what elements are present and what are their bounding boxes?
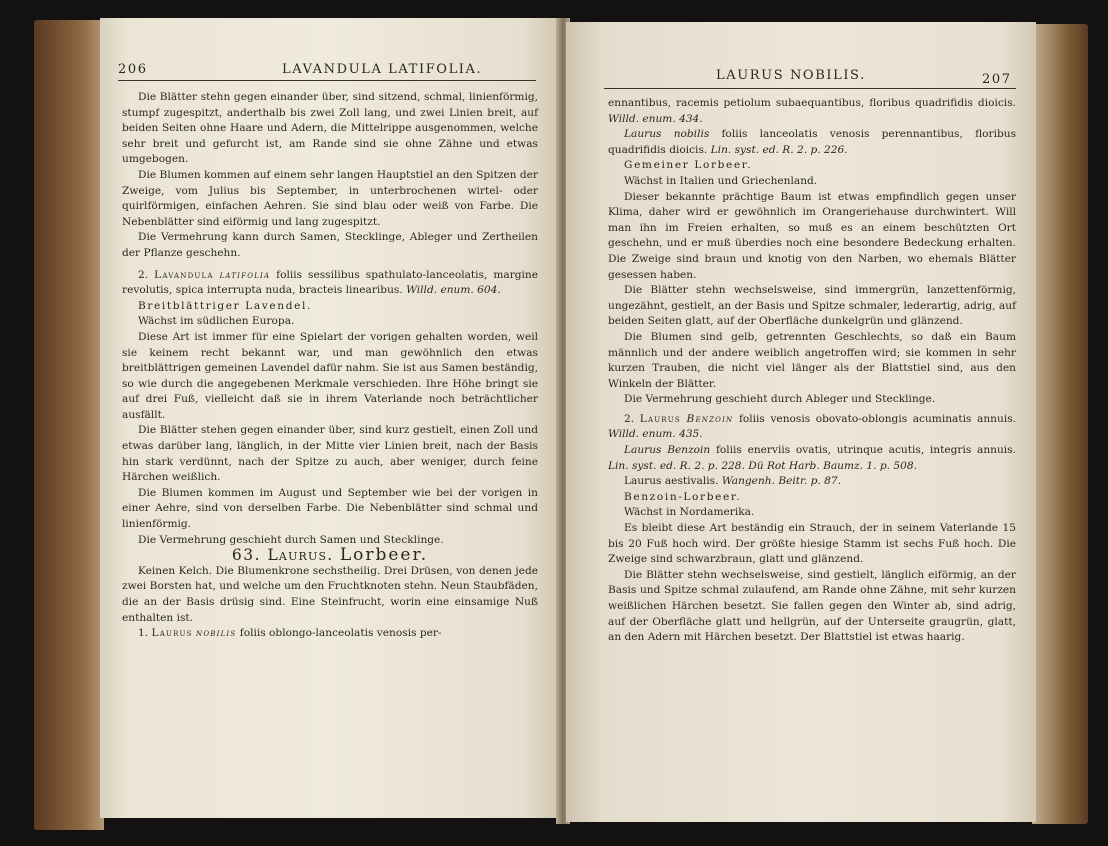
citation: Lin. syst. ed. R. 2. p. 228. Dü Rot Harb. Baumz. 1. p. 508. — [608, 459, 917, 472]
diagnosis: foliis oblongo-lanceolatis venosis per- — [239, 627, 442, 640]
paragraph: Die Blätter stehn gegen einander über, sind sitzend, schmal, linienförmig, stumpf zugespitzt, anderthalb bis zwei Zoll lang, und zwei Linien breit, auf beiden Seiten ohne Haare und Adern, die Mittelrippe ausgenommen, welche sehr breit und gefurcht ist, am Rande sind sie ohne Zähne und etwas umgebogen. — [122, 91, 538, 166]
paragraph: Die Blätter stehen gegen einander über, sind kurz gestielt, einen Zoll und etwas darüber lang, länglich, in der Mitte vier Linien breit, nach der Basis hin stark verdünnt, nach der Spitze zu auch, aber weniger, durch feine Härchen weißlich. — [122, 424, 538, 484]
synonym — [608, 474, 1016, 490]
paragraph: Die Blätter stehn wechselsweise, sind immergrün, lanzettenförmig, ungezähnt, gestielt, an der Basis und Spitze schmaler, lederartig, adrig, auf beiden Seiten glatt, auf der Oberfläche dunkelgrün und glänzend. — [608, 284, 1016, 328]
paragraph: Dieser bekannte prächtige Baum ist etwas empfindlich gegen unser Klima, daher wird er gewöhnlich im Orangeriehause durchwintert. Will man ihn im Freien erhalten, so muß es an einem beschützten Ort geschehn, und er muß überdies noch eine besondere Bedeckung erhalten. Die Zweige sind braun und knotig von den Narben, wo ehemals Blätter gesessen haben. — [608, 190, 1016, 281]
paragraph: Die Vermehrung geschieht durch Samen und Stecklinge. — [138, 533, 444, 546]
common-name: Gemeiner Lorbeer. — [624, 159, 753, 172]
paragraph: Die Blumen kommen auf einem sehr langen Hauptstiel an den Spitzen der Zweige, vom Julius bis September, in unterbrochenen wirtel- oder quirlförmigen, einfachen Aehren. Sie sind blau oder weiß von Farbe. Die Nebenblätter sind eiförmig und lang zugespitzt. — [122, 168, 538, 228]
right-page-text — [608, 96, 1016, 646]
common-name: Benzoin-Lorbeer. — [624, 490, 742, 503]
genus-name: Laurus — [151, 627, 193, 640]
left-page — [100, 18, 560, 818]
diagnosis: ennantibus, racemis petiolum subaequantibus, floribus quadrifidis dioicis. — [608, 97, 1016, 109]
paragraph: Die Blätter stehn wechselsweise, sind gestielt, länglich eiförmig, an der Basis und Spitze schmal zulaufend, am Rande ohne Zähne, mit sehr kurzen weißlichen Härchen besetzt. Sie fallen gegen den Winter ab, sind adrig, auf der Oberfläche glatt und hellgrün, auf der Unterseite graugrün, glatt, an den Adern mit Härchen besetzt. Der Blattstiel ist etwas haarig. — [608, 568, 1016, 644]
species-number: 2. — [138, 268, 149, 281]
section-genus: Laurus. — [267, 546, 334, 565]
book-cover-left — [34, 20, 104, 830]
section-heading — [122, 545, 538, 566]
right-page — [566, 22, 1036, 822]
right-head-rule — [604, 88, 1016, 89]
habitat: Wächst in Italien und Griechenland. — [624, 174, 818, 187]
book-cover-right — [1032, 24, 1088, 824]
synonym-name: Laurus aestivalis. — [624, 475, 719, 488]
species-number: 2. — [624, 412, 635, 425]
diagnosis: foliis lanceolatis venosis perennantibus, floribus quadrifidis dioicis. — [608, 128, 1017, 156]
species-entry — [122, 268, 538, 299]
synonym-name: Laurus Benzoin — [624, 444, 711, 457]
species-number: 1. — [138, 627, 149, 640]
synonym — [608, 443, 1016, 474]
paragraph: Keinen Kelch. Die Blumenkrone sechstheilig. Drei Drüsen, von denen jede zwei Borsten hat, und welche um den Fruchtknoten stehn. Neun Staubfäden, die an der Basis drüsig sind. Eine Steinfrucht, worin eine einsamige Nuß enthalten ist. — [122, 564, 538, 624]
left-page-number: 206 — [118, 62, 148, 77]
species-entry — [122, 626, 538, 642]
habitat: Wächst im südlichen Europa. — [138, 315, 295, 328]
genus-name: Lavandula — [154, 268, 214, 281]
habitat: Wächst in Nordamerika. — [624, 506, 755, 519]
synonym-name: Laurus nobilis — [624, 128, 710, 141]
paragraph: Es bleibt diese Art beständig ein Strauch, der in seinem Vaterlande 15 bis 20 Fuß hoch wird. Der größte hiesige Stamm ist sechs Fuß hoch. Die Zweige sind schwarzbraun, glatt und glänzend. — [608, 522, 1016, 566]
section-number: 63. — [231, 546, 261, 565]
paragraph: Die Blumen sind gelb, getrennten Geschlechts, so daß ein Baum männlich und der andere weiblich angetroffen wird; sie kommen in sehr kurzen Trauben, die nicht viel länger als der Blattstiel sind, aus den Winkeln der Blätter. — [608, 330, 1016, 390]
diagnosis: foliis enerviis ovatis, utrinque acutis, integris annuis. — [715, 444, 1016, 457]
paragraph: Die Blumen kommen im August und September wie bei der vorigen in einer Aehre, sind von derselben Farbe. Die Nebenblätter sind schmal und linienförmig. — [122, 486, 538, 531]
citation: Lin. syst. ed. R. 2. p. 226. — [710, 143, 848, 156]
citation: Willd. enum. 604. — [406, 284, 501, 297]
paragraph: Die Vermehrung kann durch Samen, Stecklinge, Ableger und Zertheilen der Pflanze geschehn. — [122, 231, 538, 259]
section-common-name: Lorbeer. — [339, 545, 429, 566]
species-name: nobilis — [196, 627, 237, 640]
diagnosis: foliis sessilibus spathulato-lanceolatis, margine revolutis, spica interrupta nuda, bracteis linearibus. — [122, 268, 539, 297]
right-page-number: 207 — [982, 72, 1012, 87]
paragraph — [608, 96, 1016, 127]
species-name: Benzoin — [686, 412, 734, 425]
citation: Willd. enum. 435. — [608, 428, 703, 441]
genus-name: Laurus — [639, 412, 681, 425]
common-name: Breitblättriger Lavendel. — [138, 299, 312, 312]
right-running-head: LAURUS NOBILIS. — [716, 68, 866, 83]
left-head-rule — [118, 80, 536, 81]
species-name: latifolia — [219, 268, 271, 281]
left-page-text — [122, 90, 538, 642]
diagnosis: foliis venosis obovato-oblongis acuminatis annuis. — [738, 412, 1017, 425]
citation: Willd. enum. 434. — [608, 112, 703, 125]
paragraph: Die Vermehrung geschieht durch Ableger und Stecklinge. — [624, 393, 936, 406]
synonym — [608, 127, 1016, 158]
paragraph: Diese Art ist immer für eine Spielart der vorigen gehalten worden, weil sie keinem recht bekannt war, und man gewöhnlich den etwas breitblättrigen gemeinen Lavendel dafür nahm. Sie ist aus Samen beständig, so wie durch die angegebenen Merkmale verschieden. Ihre Höhe bringt sie auf drei Fuß, vielleicht daß sie in ihrem Vaterlande noch beträchtlicher ausfällt. — [122, 330, 538, 421]
citation: Wangenh. Beitr. p. 87. — [721, 475, 842, 488]
left-running-head: LAVANDULA LATIFOLIA. — [282, 62, 483, 77]
species-entry — [608, 412, 1016, 443]
